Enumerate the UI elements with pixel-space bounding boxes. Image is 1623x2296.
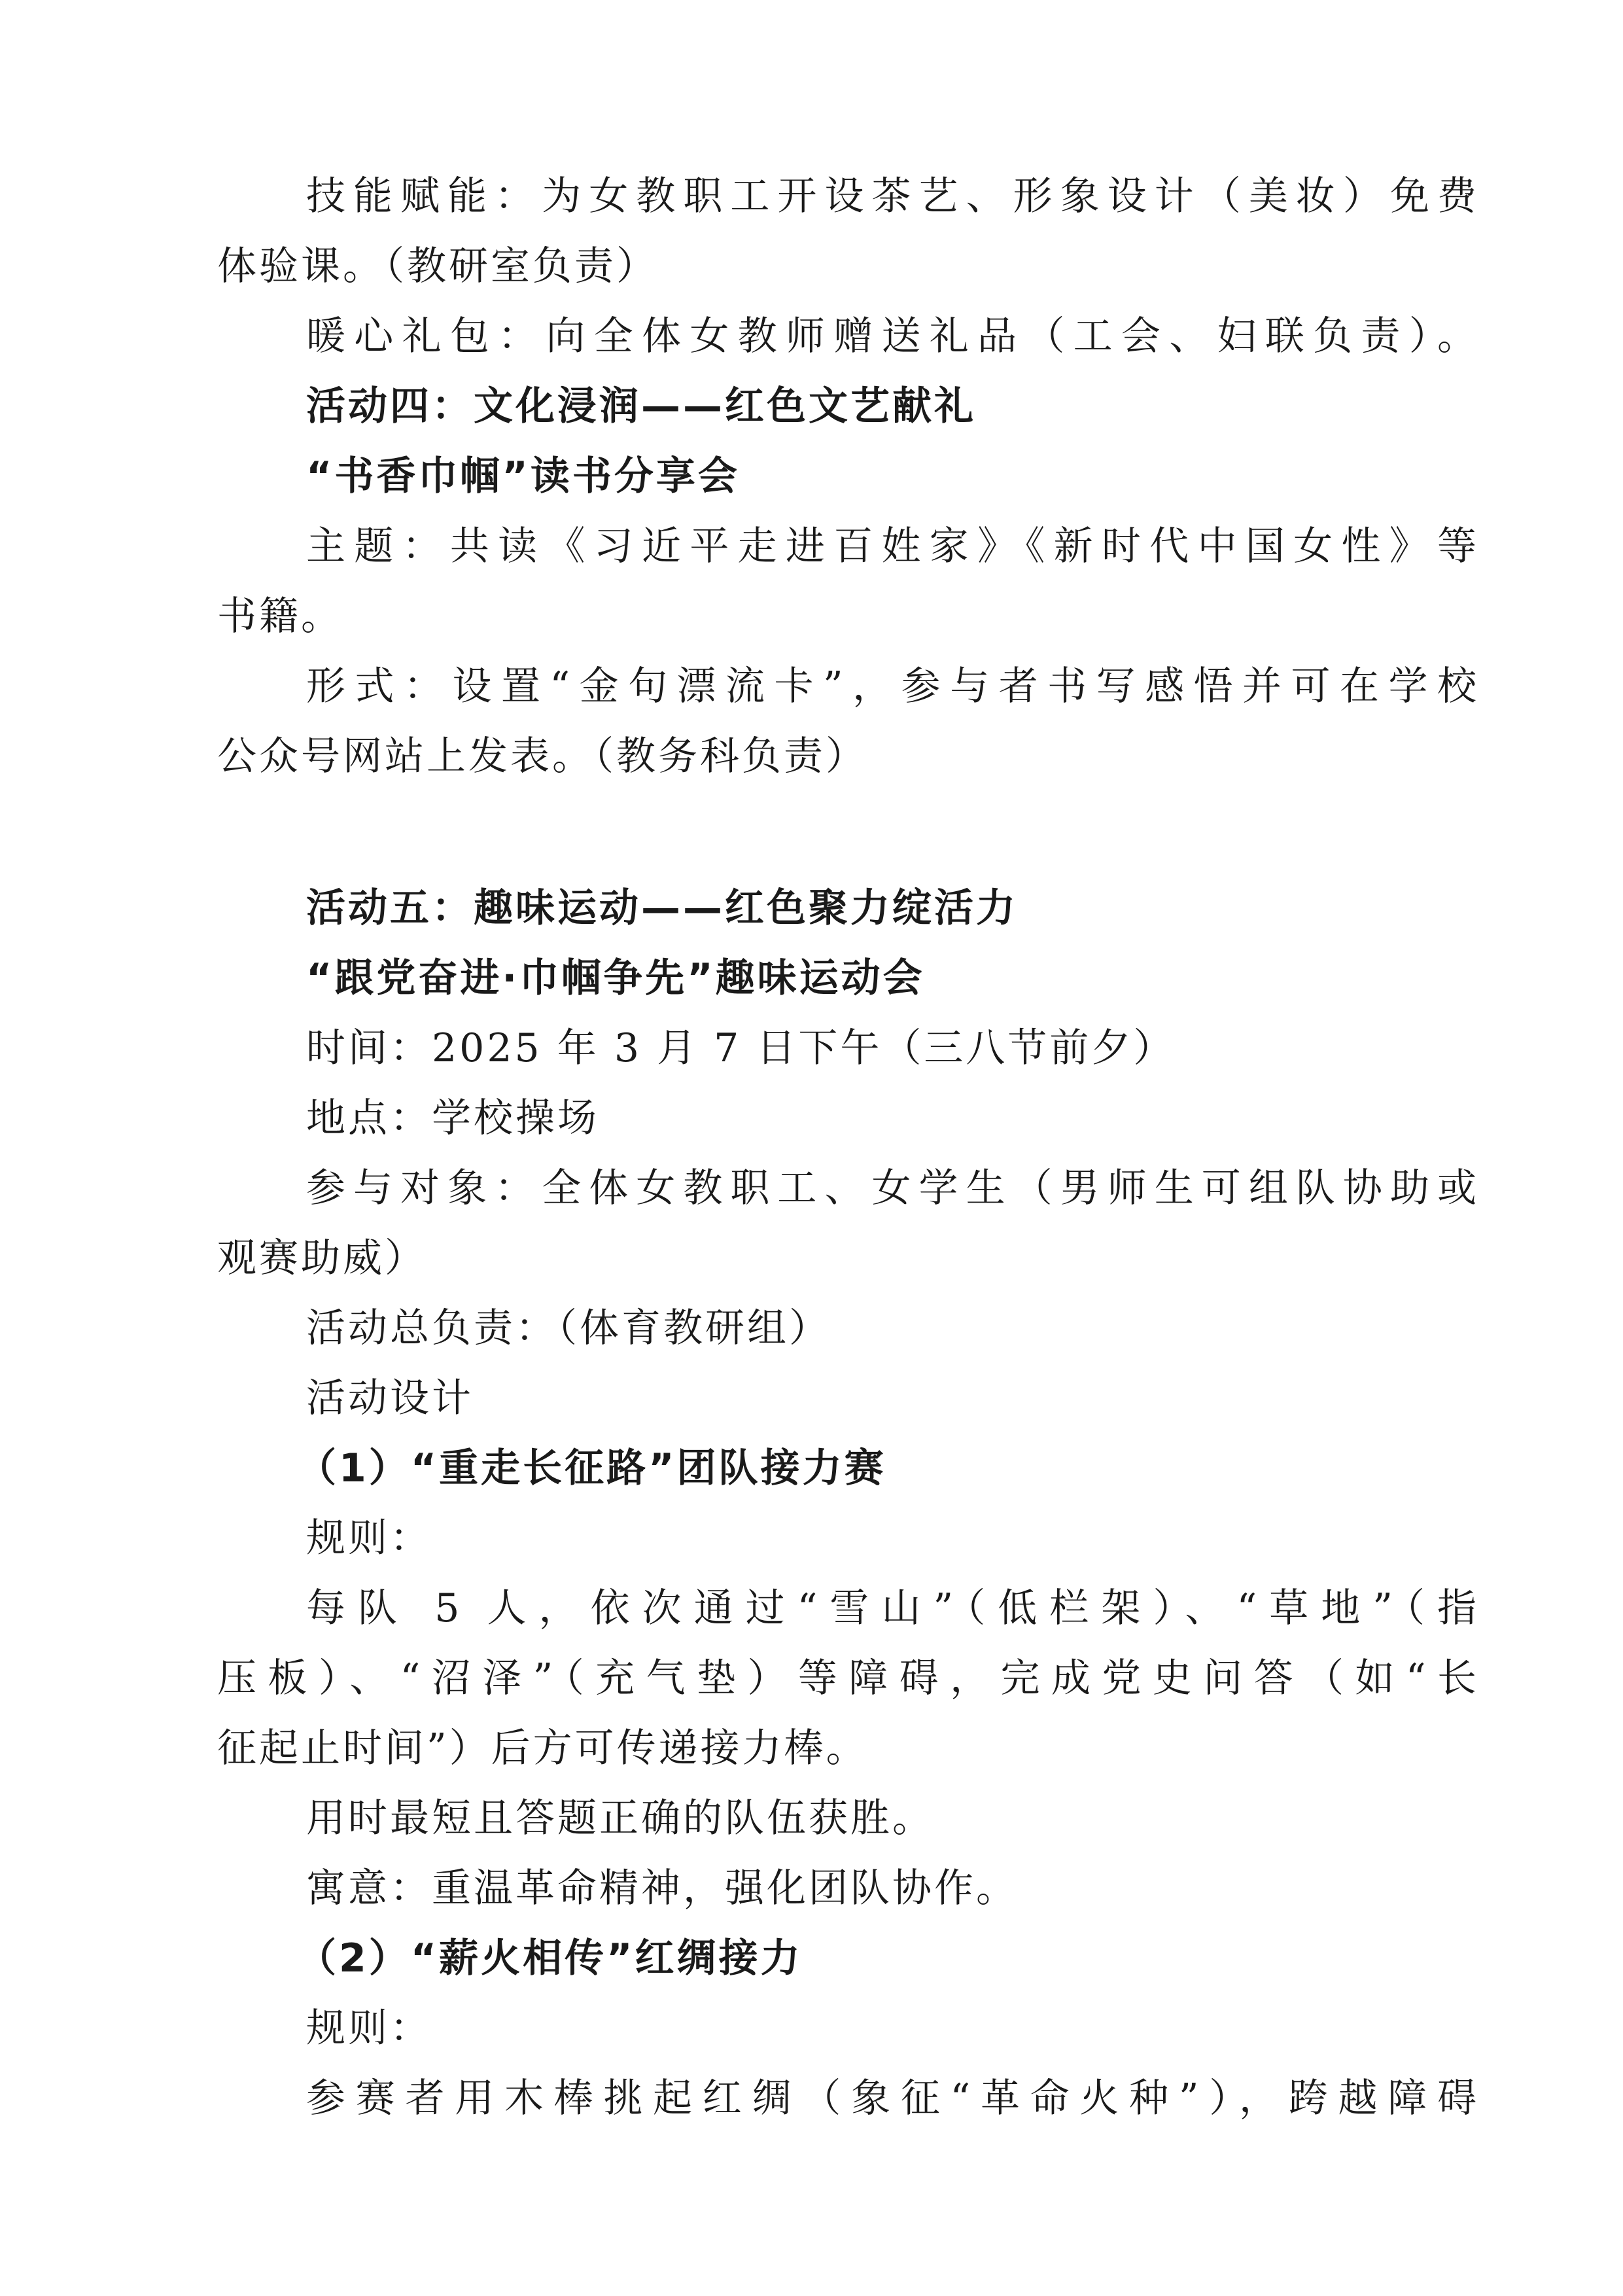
paragraph-meaning: 寓意：重温革命精神，强化团队协作。: [306, 1865, 1018, 1911]
paragraph-relay-rules: 每队 5 人，依次通过“雪山”（低栏架）、“草地”（指: [306, 1585, 1479, 1631]
paragraph-rules-label: 规则：: [306, 1515, 432, 1561]
paragraph-relay-rules-cont: 压板）、“沼泽”（充气垫）等障碍，完成党史问答（如“长: [217, 1655, 1479, 1701]
heading-activity-five: 活动五：趣味运动——红色聚力绽活力: [306, 885, 1018, 931]
paragraph-theme-cont: 书籍。: [217, 593, 343, 639]
paragraph-rules-label-2: 规则：: [306, 2005, 432, 2051]
paragraph-gift-package: 暖心礼包：向全体女教师赠送礼品（工会、妇联负责）。: [306, 313, 1479, 359]
paragraph-location: 地点：学校操场: [306, 1095, 599, 1141]
paragraph-activity-design: 活动设计: [306, 1375, 474, 1421]
subheading-long-march-relay: （1）“重走长征路”团队接力赛: [297, 1445, 886, 1491]
paragraph-responsible: 活动总负责：（体育教研组）: [306, 1305, 831, 1351]
paragraph-skill-empowerment: 技能赋能：为女教职工开设茶艺、形象设计（美妆）免费: [306, 173, 1479, 219]
paragraph-relay-rules-end: 征起止时间”）后方可传递接力棒。: [217, 1725, 868, 1771]
subheading-red-silk-relay: （2）“薪火相传”红绸接力: [297, 1935, 803, 1981]
paragraph-time: 时间：2025 年 3 月 7 日下午（三八节前夕）: [306, 1025, 1176, 1071]
paragraph-winner: 用时最短且答题正确的队伍获胜。: [306, 1795, 934, 1841]
paragraph-participants-cont: 观赛助威）: [217, 1235, 427, 1281]
heading-activity-four: 活动四：文化浸润——红色文艺献礼: [306, 383, 976, 429]
paragraph-theme: 主题：共读《习近平走进百姓家》《新时代中国女性》等: [306, 523, 1479, 569]
paragraph-format: 形式：设置“金句漂流卡”，参与者书写感悟并可在学校: [306, 663, 1479, 709]
paragraph-participants: 参与对象：全体女教职工、女学生（男师生可组队协助或: [306, 1165, 1479, 1211]
subheading-sports-meet: “跟党奋进·巾帼争先”趣味运动会: [306, 955, 925, 1001]
paragraph-format-cont: 公众号网站上发表。（教务科负责）: [217, 733, 867, 779]
subheading-reading-session: “书香巾帼”读书分享会: [306, 453, 740, 499]
paragraph-skill-empowerment-cont: 体验课。（教研室负责）: [217, 243, 658, 289]
paragraph-red-silk-rules: 参赛者用木棒挑起红绸（象征“革命火种”），跨越障碍: [306, 2075, 1479, 2121]
